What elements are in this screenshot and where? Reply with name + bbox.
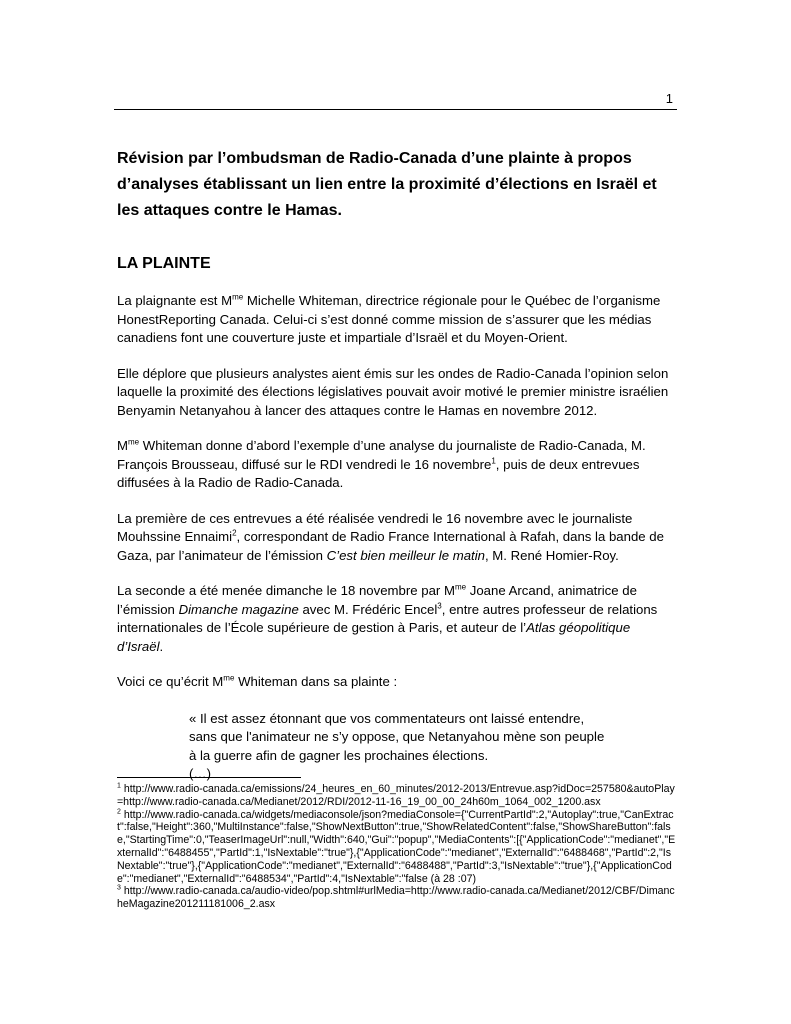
superscript: me — [223, 673, 235, 683]
block-quote — [189, 710, 609, 784]
paragraph-text: La première de ces entrevues a été réalisée vendredi le 16 novembre avec le journaliste Mouhssine Ennaimi — [117, 510, 633, 544]
footnote-3 — [117, 885, 677, 911]
paragraph-text: Joane Arcand, animatrice de l’émission — [117, 583, 637, 617]
footnote-number: 2 — [117, 808, 121, 816]
footnote-ref-2[interactable]: 2 — [232, 528, 237, 538]
footnote-link[interactable]: http://www.radio-canada.ca/audio-video/pop.shtml#urlMedia=http://www.radio-canada.ca/Medianet/2012/CBF/DimancheMagazine201211181006_2.asx — [117, 885, 675, 911]
paragraph-text: La plaignante est M — [117, 293, 233, 308]
show-title: C’est bien meilleur le matin — [326, 547, 485, 563]
superscript: me — [454, 582, 467, 592]
paragraph-text: , correspondant de Radio France International à Rafah, dans la bande de Gaza, par l’animateur de l’émission — [117, 529, 664, 563]
footnote-ref-3[interactable]: 3 — [437, 601, 442, 611]
superscript: me — [128, 437, 140, 447]
paragraph-text: . — [159, 638, 164, 654]
paragraph-text: avec M. Frédéric Encel — [298, 601, 438, 617]
footnotes — [117, 783, 677, 911]
paragraph-text: , M. René Homier-Roy. — [484, 547, 619, 563]
footnote-separator — [117, 777, 301, 778]
paragraph-5 — [117, 582, 677, 656]
paragraph-text: Voici ce qu’écrit M — [117, 674, 224, 689]
footnote-1 — [117, 783, 677, 809]
document-body — [117, 146, 677, 784]
document-title: Révision par l’ombudsman de Radio-Canada d’une plainte à propos d’analyses établissant un lien entre la proximité d’élections en Israël et les attaques contre le Hamas. — [117, 150, 657, 219]
paragraph-text: , entre autres professeur de relations internationales de l’École supérieure de gestion à Paris, et auteur de l’ — [117, 601, 658, 635]
footnote-2 — [117, 809, 677, 886]
page-number: 1 — [665, 91, 673, 106]
superscript: me — [232, 292, 244, 302]
paragraph-text: Michelle Whiteman, directrice régionale pour le Québec de l’organisme HonestReporting Canada. Celui-ci s’est donné comme mission de s’assurer que les médias canadiens font une couverture juste et impartiale d’Israël et du Moyen-Orient. — [117, 293, 661, 345]
paragraph-text: M — [117, 438, 128, 453]
paragraph-text: , puis de deux entrevues diffusées à la Radio de Radio-Canada. — [117, 456, 640, 490]
paragraph-text: La seconde a été menée dimanche le 18 novembre par M — [117, 583, 455, 598]
header-rule — [114, 109, 677, 110]
footnote-link[interactable]: http://www.radio-canada.ca/emissions/24_heures_en_60_minutes/2012-2013/Entrevue.asp?idDoc=257580&autoPlay=http://www.radio-canada.ca/Medianet/2012/RDI/2012-11-16_19_00_00_24h60m_1064_002_1200.asx — [117, 783, 675, 808]
paragraph-3 — [117, 437, 677, 493]
paragraph-text: Whiteman dans sa plainte : — [234, 674, 398, 689]
quote-ellipsis: (…) — [189, 766, 211, 781]
section-heading: LA PLAINTE — [117, 255, 211, 272]
quote-text: « Il est assez étonnant que vos commentateurs ont laissé entendre, sans que l'animateur ne s’y oppose, que Netanyahou mène son peuple à la guerre afin de gagner les prochaines élections. — [189, 710, 605, 763]
paragraph-1 — [117, 292, 677, 348]
paragraph-2: Elle déplore que plusieurs analystes aient émis sur les ondes de Radio-Canada l’opinion selon laquelle la proximité des élections législatives pouvait avoir motivé le premier ministre israélien Benyamin Netanyahou à lancer des attaques contre le Hamas en novembre 2012. — [117, 365, 669, 418]
show-title: Dimanche magazine — [178, 601, 299, 617]
footnote-number: 3 — [117, 884, 121, 892]
footnote-number: 1 — [117, 782, 121, 790]
paragraph-text: Whiteman donne d’abord l’exemple d’une analyse du journaliste de Radio-Canada, M. François Brousseau, diffusé sur le RDI vendredi le 16 novembre — [117, 438, 646, 472]
book-title: Atlas géopolitique d’Israël — [117, 620, 631, 654]
footnote-ref-1[interactable]: 1 — [491, 456, 496, 466]
paragraph-6 — [117, 673, 677, 692]
footnote-link[interactable]: http://www.radio-canada.ca/widgets/mediaconsole/json?mediaConsole={"CurrentPartId":2,"Autoplay":true,"CanExtract":false,"Height":360,"MultiInstance":false,"ShowNextButton":true,"ShowRelatedContent":false,"ShowShareButton":false,"StartingTime":0,"TeaserImageUrl":null,"Width":640,"Gui":"popup","MediaContents":[{"ApplicationCode":"medianet","ExternalId":"6488455","PartId":1,"IsNextable":"true"},{"ApplicationCode":"medianet","ExternalId":"6488468","PartId":2,"IsNextable":"true"},{"ApplicationCode":"medianet","ExternalId":"6488488","PartId":3,"IsNextable":"true"},{"ApplicationCode":"medianet","ExternalId":"6488534","PartId":4,"IsNextable":"false (à 28 :07) — [117, 808, 676, 885]
paragraph-4 — [117, 510, 677, 566]
